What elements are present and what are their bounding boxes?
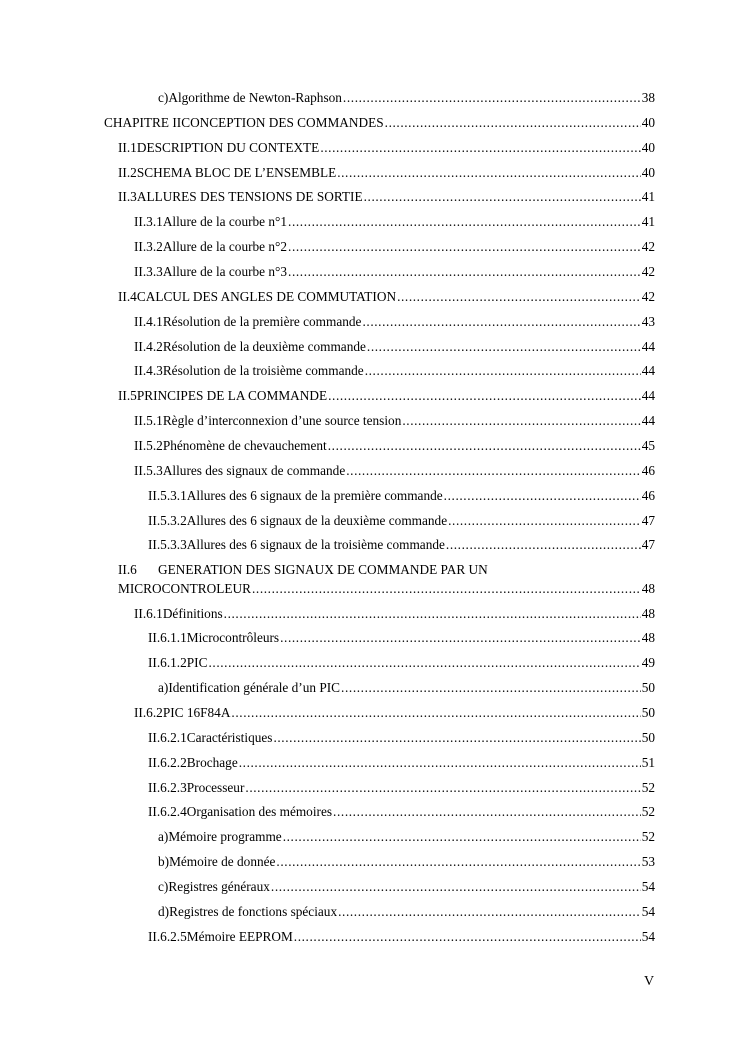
toc-title: PIC 16F84A xyxy=(162,705,231,720)
toc-leader-dots xyxy=(343,90,641,106)
toc-title: DESCRIPTION DU CONTEXTE xyxy=(136,140,320,155)
toc-page-number: 54 xyxy=(641,929,655,944)
toc-number: a) xyxy=(158,680,169,695)
toc-page-number: 38 xyxy=(641,90,655,105)
toc-title: Allure de la courbe n°2 xyxy=(162,239,288,254)
toc-number: II.3.1 xyxy=(134,214,163,229)
toc-number: II.1 xyxy=(118,140,137,155)
toc-leader-dots xyxy=(446,537,641,553)
toc-page-number: 45 xyxy=(641,438,655,453)
toc-title: Allure de la courbe n°3 xyxy=(162,264,288,279)
toc-number: II.4.2 xyxy=(134,339,163,354)
toc-title: Algorithme de Newton-Raphson xyxy=(168,90,342,105)
toc-page-number: 40 xyxy=(641,115,655,130)
toc-title: CONCEPTION DES COMMANDES xyxy=(181,115,384,130)
toc-title: Résolution de la deuxième commande xyxy=(162,339,366,354)
toc-page-number: 54 xyxy=(641,879,655,894)
toc-title: Mémoire de donnée xyxy=(169,854,276,869)
toc-page-number: 48 xyxy=(641,606,655,621)
toc-page-number: 54 xyxy=(641,904,655,919)
toc-page-number: 44 xyxy=(641,413,655,428)
toc-page-number: 51 xyxy=(641,755,655,770)
toc-page-number: 52 xyxy=(641,829,655,844)
toc-leader-dots xyxy=(245,780,640,796)
toc-number: II.5.2 xyxy=(134,438,163,453)
toc-title: Phénomène de chevauchement xyxy=(162,438,327,453)
toc-title: Registres généraux xyxy=(168,879,270,894)
toc-title: PIC xyxy=(186,655,208,670)
toc-leader-dots xyxy=(338,904,641,920)
toc-title: SCHEMA BLOC DE L’ENSEMBLE xyxy=(136,165,337,180)
toc-title: Allures des 6 signaux de la troisième commande xyxy=(186,537,445,552)
toc-leader-dots xyxy=(320,140,640,156)
toc-leader-dots xyxy=(346,463,640,479)
toc-number: II.5 xyxy=(118,388,137,403)
toc-page-number: 42 xyxy=(641,289,655,304)
toc-title-continuation: MICROCONTROLEUR xyxy=(118,581,251,596)
toc-page-number: 44 xyxy=(641,388,655,403)
toc-page-number: 41 xyxy=(641,189,655,204)
toc-title: Microcontrôleurs xyxy=(186,630,280,645)
toc-leader-dots xyxy=(333,804,641,820)
toc-leader-dots xyxy=(365,363,641,379)
toc-title: Registres de fonctions spéciaux xyxy=(169,904,338,919)
toc-leader-dots xyxy=(273,730,640,746)
toc-title: Allures des signaux de commande xyxy=(162,463,346,478)
toc-title: GENERATION DES SIGNAUX DE COMMANDE PAR UN xyxy=(158,562,488,577)
toc-title: Définitions xyxy=(162,606,223,621)
toc-number: II.6.2 xyxy=(134,705,163,720)
toc-page-number: 46 xyxy=(641,488,655,503)
toc-leader-dots xyxy=(448,513,641,529)
toc-leader-dots xyxy=(444,488,641,504)
toc-number: II.5.3 xyxy=(134,463,163,478)
toc-number: II.6.2.5 xyxy=(148,929,187,944)
toc-leader-dots xyxy=(252,581,641,597)
toc-page-number: 52 xyxy=(641,780,655,795)
toc-page-number: 47 xyxy=(641,513,655,528)
toc-title: Identification générale d’un PIC xyxy=(168,680,341,695)
toc-number: II.6.1.2 xyxy=(148,655,187,670)
toc-page-number: 46 xyxy=(641,463,655,478)
toc-page-number: 47 xyxy=(641,537,655,552)
toc-leader-dots xyxy=(385,115,641,131)
toc-leader-dots xyxy=(397,289,641,305)
toc-number: II.2 xyxy=(118,165,137,180)
toc-leader-dots xyxy=(231,705,640,721)
toc-page-number: 42 xyxy=(641,239,655,254)
toc-leader-dots xyxy=(288,264,641,280)
toc-title: Résolution de la première commande xyxy=(162,314,362,329)
toc-title: Allures des 6 signaux de la première commande xyxy=(186,488,443,503)
toc-title: Règle d’interconnexion d’une source tension xyxy=(162,413,402,428)
toc-page-number: 40 xyxy=(641,165,655,180)
toc-leader-dots xyxy=(239,755,641,771)
toc-title: Mémoire programme xyxy=(168,829,282,844)
toc-number: CHAPITRE II xyxy=(104,115,182,130)
toc-number: II.5.1 xyxy=(134,413,163,428)
toc-number: b) xyxy=(158,854,170,869)
toc-leader-dots xyxy=(328,388,641,404)
toc-leader-dots xyxy=(280,630,641,646)
toc-number: II.4.1 xyxy=(134,314,163,329)
toc-leader-dots xyxy=(364,189,641,205)
toc-page-number: 48 xyxy=(641,630,655,645)
toc-page-number: 52 xyxy=(641,804,655,819)
toc-page-number: 40 xyxy=(641,140,655,155)
toc-number: c) xyxy=(158,879,169,894)
toc-number: c) xyxy=(158,90,169,105)
toc-leader-dots xyxy=(208,655,640,671)
toc-title: Processeur xyxy=(186,780,245,795)
toc-page-number: 50 xyxy=(641,705,655,720)
toc-number: II.5.3.1 xyxy=(148,488,187,503)
toc-number: II.3.2 xyxy=(134,239,163,254)
toc-number: d) xyxy=(158,904,170,919)
toc-number: II.6.1 xyxy=(134,606,163,621)
toc-leader-dots xyxy=(367,339,641,355)
toc-page-number: 48 xyxy=(641,581,655,596)
toc-page-number: 42 xyxy=(641,264,655,279)
toc-number: II.6.2.2 xyxy=(148,755,187,770)
toc-leader-dots xyxy=(288,214,641,230)
toc-title: Brochage xyxy=(186,755,238,770)
toc-page-number: 41 xyxy=(641,214,655,229)
toc-number: II.4.3 xyxy=(134,363,163,378)
toc-title: CALCUL DES ANGLES DE COMMUTATION xyxy=(136,289,397,304)
toc-title: Organisation des mémoires xyxy=(186,804,333,819)
toc-number: II.5.3.3 xyxy=(148,537,187,552)
toc-page-number: 44 xyxy=(641,363,655,378)
toc-leader-dots xyxy=(328,438,641,454)
toc-number: II.6.1.1 xyxy=(148,630,187,645)
toc-title: Résolution de la troisième commande xyxy=(162,363,364,378)
toc-number: II.6 xyxy=(118,562,137,577)
toc-page-number: 50 xyxy=(641,730,655,745)
toc-page-number: 50 xyxy=(641,680,655,695)
toc-leader-dots xyxy=(337,165,641,181)
toc-leader-dots xyxy=(402,413,640,429)
toc-title: Allures des 6 signaux de la deuxième commande xyxy=(186,513,448,528)
toc-number: II.6.2.3 xyxy=(148,780,187,795)
toc-page-number: 44 xyxy=(641,339,655,354)
toc-page-number: 49 xyxy=(641,655,655,670)
toc-title: Allure de la courbe n°1 xyxy=(162,214,288,229)
toc-title: ALLURES DES TENSIONS DE SORTIE xyxy=(136,189,363,204)
toc-title: Caractéristiques xyxy=(186,730,273,745)
toc-leader-dots xyxy=(224,606,641,622)
toc-number: II.6.2.4 xyxy=(148,804,187,819)
toc-page-number: 43 xyxy=(641,314,655,329)
toc-number: II.6.2.1 xyxy=(148,730,187,745)
toc-number: a) xyxy=(158,829,169,844)
toc-leader-dots xyxy=(271,879,641,895)
toc-leader-dots xyxy=(288,239,641,255)
toc-leader-dots xyxy=(341,680,641,696)
toc-leader-dots xyxy=(362,314,640,330)
toc-page-number: 53 xyxy=(641,854,655,869)
toc-number: II.5.3.2 xyxy=(148,513,187,528)
page-number-footer: V xyxy=(644,974,655,989)
toc-leader-dots xyxy=(294,929,641,945)
toc-leader-dots xyxy=(276,854,640,870)
toc-title: PRINCIPES DE LA COMMANDE xyxy=(136,388,328,403)
toc-number: II.3 xyxy=(118,189,137,204)
toc-number: II.3.3 xyxy=(134,264,163,279)
toc-title: Mémoire EEPROM xyxy=(186,929,293,944)
toc-number: II.4 xyxy=(118,289,137,304)
toc-leader-dots xyxy=(283,829,641,845)
